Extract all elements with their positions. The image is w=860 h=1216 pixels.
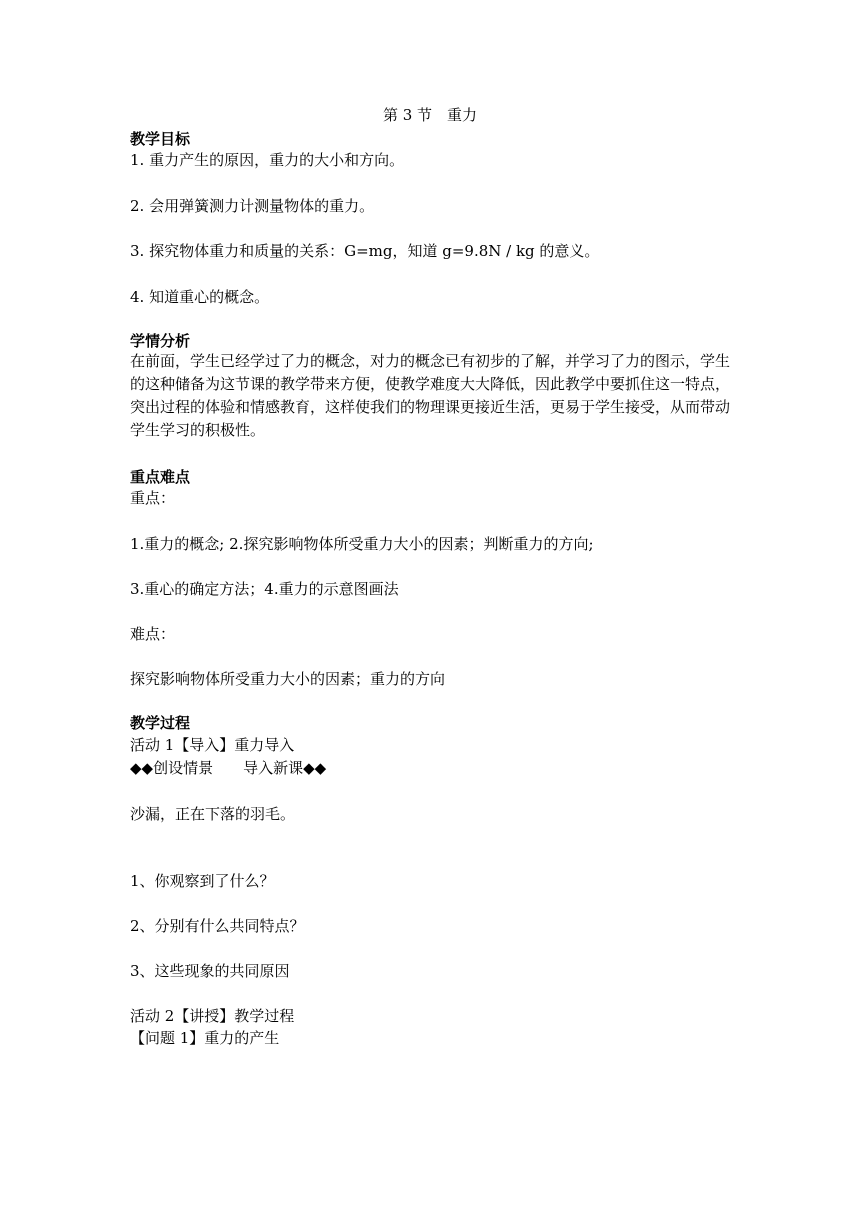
- problem-1-title: 【问题 1】重力的产生: [130, 1029, 280, 1047]
- difficulty-label: 难点：: [130, 625, 176, 643]
- question-item: 2、分别有什么共同特点？: [130, 917, 305, 935]
- question-item: 3、这些现象的共同原因: [130, 962, 290, 980]
- goal-item: 2. 会用弹簧测力计测量物体的重力。: [130, 197, 375, 215]
- section-heading-analysis: 学情分析: [130, 332, 191, 350]
- activity-1-title: 活动 1【导入】重力导入: [130, 736, 295, 754]
- question-item: 1、你观察到了什么？: [130, 872, 275, 890]
- key-line: 3.重心的确定方法；4.重力的示意图画法: [130, 580, 399, 598]
- goal-item: 4. 知道重心的概念。: [130, 288, 270, 306]
- analysis-paragraph: 在前面，学生已经学过了力的概念，对力的概念已有初步的了解，并学习了力的图示，学生的这种储备为这节课的教学带来方便，使教学难度大大降低，因此教学中要抓住这一特点，突出过程的体验和情感教育，这样使我们的物理课更接近生活，更易于学生接受，从而带动学生学习的积极性。: [130, 352, 731, 439]
- page-title: 第 3 节 重力: [382, 106, 478, 124]
- section-heading-process: 教学过程: [130, 714, 191, 732]
- activity-2-title: 活动 2【讲授】教学过程: [130, 1007, 295, 1025]
- key-line: 1.重力的概念; 2.探究影响物体所受重力大小的因素；判断重力的方向;: [130, 535, 594, 553]
- scene-line: ◆◆创设情景 导入新课◆◆: [130, 759, 327, 777]
- goal-item: 1. 重力产生的原因，重力的大小和方向。: [130, 151, 405, 169]
- goal-item: 3. 探究物体重力和质量的关系：G=mg，知道 g=9.8N / kg 的意义。: [130, 242, 600, 260]
- scene-description: 沙漏，正在下落的羽毛。: [130, 805, 296, 823]
- difficulty-line: 探究影响物体所受重力大小的因素；重力的方向: [130, 670, 446, 688]
- section-heading-goals: 教学目标: [130, 130, 191, 148]
- section-heading-keypoints: 重点难点: [130, 468, 191, 486]
- key-label: 重点：: [130, 489, 176, 507]
